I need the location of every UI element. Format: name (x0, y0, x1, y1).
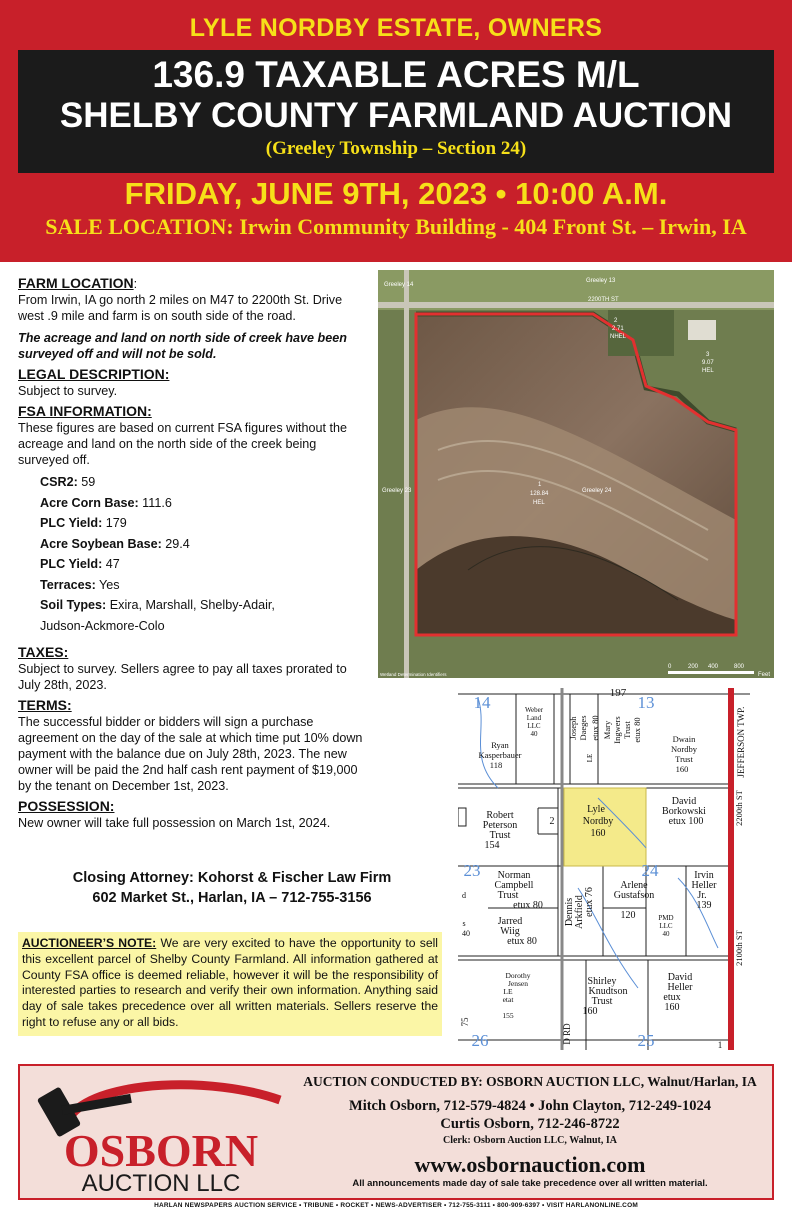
plat-label: 1 (717, 1040, 723, 1050)
plat-label: PMD (658, 914, 674, 922)
header-banner (0, 0, 792, 262)
plat-label: Arkfield (574, 895, 585, 929)
details-column: FARM LOCATION: From Irwin, IA go north 2 miles on M47 to 2200th St. Drive west .9 mile and farm is on south side of the road. The acreage and land on north side of creek have been surveyed off and will not be sold. LEGAL DESCRIPTION: Subject to survey. FSA INFORMATION: These figures are based on current FSA figures without the acreage and land on the north side of the creek being surveyed off. CSR2: 59 Acre Corn Base: 111.6 PLC Yield: 179 Acre Soybean Base: 29.4 PLC Yield: 47 Terraces: Yes Soil Types: Exira, Marshall, Shelby-Adair, Judson-Ackmore-Colo TAXES: Subject to survey. Sellers agree to pay all taxes prorated to July 28th, 2023. TERMS: The successful bidder or bidders will sign a purchase agreement on the day of the sale at which time put 10% down payment with the balance due on July 28th, 2023. The new owner will be paid the 2nd half cash rent payment of $19,000 by the tenant on December 1st, 2023. POSSESSION: New owner will take full possession on March 1st, 2024. (18, 275, 368, 831)
plat-label: d (462, 891, 466, 900)
township-line: (Greeley Township – Section 24) (265, 138, 527, 159)
plat-label: Campbell (494, 880, 534, 891)
logo-auction-llc: AUCTION LLC (81, 1170, 241, 1196)
fsa-item: Terraces: Yes (40, 577, 120, 592)
plat-label: 14 (473, 693, 491, 712)
plat-label: Jensen (508, 979, 528, 988)
contacts-line1: Mitch Osborn, 712-579-4824 • John Clayton, 712-249-1024 (349, 1098, 711, 1114)
fsa-title: FSA INFORMATION: (18, 403, 152, 419)
auctioneer-note-text: We are very excited to have the opportunity to sell this excellent parcel of Shelby County Farmland. All information gathered at County FSA office is deemed reliable, however it will be the responsibility of interested parties to research and verify their own information. Anything said day of sale takes precedence over all written materials. Sellers reserve the right to refuse any or all bids. (22, 936, 439, 1029)
plat-label: JEFFERSON TWP. (736, 706, 746, 778)
scale-bar (668, 671, 754, 674)
conducted-by: AUCTION CONDUCTED BY: OSBORN AUCTION LLC, Walnut/Harlan, IA (303, 1074, 757, 1089)
plat-label: 75 (460, 1017, 470, 1027)
aerial-label: 2 (614, 318, 618, 324)
plat-label: 40 (462, 929, 470, 938)
plat-label: Dennis (564, 897, 575, 927)
plat-label: Robert (486, 810, 514, 821)
plat-label: Land (526, 714, 542, 722)
taxes-text: Subject to survey. Sellers agree to pay all taxes prorated to July 28th, 2023. (18, 662, 347, 692)
title-auction: SHELBY COUNTY FARMLAND AUCTION (59, 96, 733, 135)
plat-label: LLC (527, 722, 541, 730)
plat-label: etux 76 (584, 887, 595, 917)
contacts-line2: Curtis Osborn, 712-246-8722 (440, 1116, 620, 1132)
logo-osborn: OSBORN (63, 1125, 259, 1176)
nordby-tract (564, 788, 646, 866)
plat-label: 160 (582, 1006, 598, 1017)
plat-label: Ryan (491, 740, 509, 750)
plat-label: 118 (489, 760, 503, 770)
plat-label: 160 (664, 1002, 680, 1013)
aerial-label: Greeley 13 (586, 278, 616, 284)
aerial-label: Greeley 14 (384, 282, 414, 288)
plat-label: etux 100 (668, 816, 704, 827)
aerial-label: Wetland Determination Identifiers (380, 672, 447, 677)
fsa-list (40, 472, 368, 636)
plat-label: Ingwers (612, 716, 622, 744)
plat-label: Trust (675, 754, 693, 764)
plat-label: Heller (691, 880, 717, 891)
fsa-item: PLC Yield: 47 (40, 557, 120, 571)
plat-label: 2 (549, 816, 555, 827)
title-box (18, 50, 774, 173)
aerial-label: HEL (702, 368, 714, 374)
plat-label: 120 (620, 910, 636, 921)
plat-label: 197 (609, 688, 627, 699)
plat-label: LLC (659, 922, 673, 930)
plat-label: 160 (590, 828, 606, 839)
plat-label: Norman (497, 870, 531, 881)
plat-label: Peterson (482, 820, 518, 831)
possession-text: New owner will take full possession on March 1st, 2024. (18, 816, 331, 830)
plat-label: David (671, 796, 697, 807)
auctioneer-note-label: AUCTIONEER’S NOTE: (22, 936, 157, 950)
terms-text: The successful bidder or bidders will sign a purchase agreement on the day of the sale at which time put 10% down payment with the balance due on July 28th, 2023. The new owner will be paid the 2nd half cash rent payment of $19,000 by the tenant on December 1st, 2023. (18, 715, 363, 793)
legal-text: Subject to survey. (18, 384, 118, 398)
plat-label: Nordby (671, 744, 697, 754)
fsa-item: PLC Yield: 179 (40, 516, 127, 530)
plat-label: Nordby (582, 816, 614, 827)
plat-label: LE (503, 987, 513, 996)
plat-label: D RD (562, 1023, 572, 1045)
terms-title: TERMS: (18, 697, 72, 713)
plat-label: etat (502, 995, 514, 1004)
aerial-label: Greeley 23 (382, 488, 412, 494)
plat-label: s (462, 919, 466, 928)
plat-label: Knudtson (588, 986, 628, 997)
legal-title: LEGAL DESCRIPTION: (18, 366, 170, 382)
plat-label: Jr. (697, 890, 707, 901)
aerial-label: Feet (758, 672, 771, 678)
aerial-label: Greeley 24 (582, 488, 612, 494)
newspaper-credit: HARLAN NEWSPAPERS AUCTION SERVICE • TRIBUNE • ROCKET • NEWS-ADVERTISER • 712-755-3111 • 800-909-6397 • VISIT HARLANONLINE.COM (154, 1202, 638, 1209)
osborn-logo (32, 1070, 290, 1196)
aerial-label: 400 (708, 664, 719, 670)
fsa-text: These figures are based on current FSA figures without the acreage and land on the north side of the creek being surveyed off. (18, 421, 348, 467)
plat-label: Kasperbauer (478, 750, 522, 760)
plat-label: Trust (489, 830, 511, 841)
plat-label: Wiig (500, 926, 520, 937)
plat-label: 13 (637, 693, 655, 712)
plat-label: 23 (463, 861, 481, 880)
plat-label: 24 (641, 861, 659, 880)
fsa-item: Acre Corn Base: 111.6 (40, 495, 172, 510)
plat-label: Trust (591, 996, 613, 1007)
plat-label: LE (586, 753, 594, 763)
plat-label: Lyle (587, 804, 605, 815)
auction-date: FRIDAY, JUNE 9TH, 2023 • 10:00 A.M. (124, 176, 668, 211)
closing-attorney (18, 868, 446, 908)
plat-label: Trust (497, 890, 519, 901)
auctioneer-footer (18, 1064, 774, 1200)
plat-label: Trust (622, 721, 632, 739)
plat-label: Heller (667, 982, 693, 993)
fsa-item: CSR2: 59 (40, 475, 96, 489)
aerial-label: HEL (533, 500, 545, 506)
farm-location-note: The acreage and land on north side of creek have been surveyed off and will not be sold. (18, 331, 347, 361)
plat-map (458, 688, 750, 1050)
aerial-label: 1 (538, 482, 542, 488)
owners-line: LYLE NORDBY ESTATE, OWNERS (189, 14, 603, 42)
farm-location-title: FARM LOCATION (18, 275, 134, 291)
plat-label: Arlene (620, 880, 648, 891)
aerial-label: 9.07 (702, 360, 714, 366)
plat-label: Borkowski (662, 806, 706, 817)
plat-label: 155 (502, 1011, 514, 1020)
aerial-label: 3 (706, 352, 710, 358)
plat-label: 160 (675, 764, 689, 774)
aerial-label: 2.71 (612, 326, 624, 332)
plat-label: David (667, 972, 693, 983)
plat-label: Shirley (587, 976, 617, 987)
plat-label: Dwain (672, 734, 696, 744)
aerial-label: 800 (734, 664, 745, 670)
plat-label: Jarred (497, 916, 523, 927)
plat-label: etux 80 (632, 717, 642, 743)
aerial-label: 0 (668, 664, 672, 670)
plat-label: etux 80 (590, 715, 600, 741)
taxes-title: TAXES: (18, 644, 69, 660)
auctioneer-note (18, 932, 442, 1036)
fsa-item: Acre Soybean Base: 29.4 (40, 536, 190, 551)
closing-line2: 602 Market St., Harlan, IA – 712-755-3156 (92, 890, 372, 906)
plat-label: 40 (662, 930, 670, 938)
sale-location: SALE LOCATION: Irwin Community Building - 404 Front St. – Irwin, IA (45, 214, 747, 239)
plat-label: etux 80 (513, 900, 543, 911)
aerial-label: NHEL (610, 334, 627, 340)
fsa-item: Judson-Ackmore-Colo (40, 618, 165, 633)
plat-label: 139 (696, 900, 712, 911)
plat-label: 25 (637, 1031, 655, 1050)
plat-label: 40 (530, 730, 538, 738)
clerk-line: Clerk: Osborn Auction LLC, Walnut, IA (442, 1135, 617, 1146)
plat-label: Gustafson (613, 890, 655, 901)
plat-label: 2200th ST (734, 790, 744, 826)
footer-disclaimer: All announcements made day of sale take precedence over all written material. (352, 1178, 708, 1189)
plat-label: 2100th ST (734, 930, 744, 966)
plat-label: Mary (602, 720, 612, 740)
plat-label: Irvin (694, 870, 714, 881)
closing-line1: Closing Attorney: Kohorst & Fischer Law Firm (72, 870, 392, 886)
plat-label: Joseph (568, 716, 578, 740)
farm-location-text: From Irwin, IA go north 2 miles on M47 to 2200th St. Drive west .9 mile and farm is on south side of the road. (18, 293, 343, 323)
website-link[interactable]: www.osbornauction.com (414, 1152, 646, 1177)
title-acres: 136.9 TAXABLE ACRES M/L (152, 54, 640, 95)
aerial-label: 2200TH ST (588, 297, 619, 303)
plat-label: Weber (524, 706, 544, 714)
plat-label: etux 80 (507, 936, 537, 947)
aerial-label: 200 (688, 664, 699, 670)
fsa-item: Soil Types: Exira, Marshall, Shelby-Adair, (40, 598, 275, 612)
possession-title: POSSESSION: (18, 798, 115, 814)
plat-label: 26 (471, 1031, 489, 1050)
aerial-map (378, 270, 774, 678)
aerial-label: 128.84 (530, 491, 549, 497)
plat-label: 154 (484, 840, 500, 851)
county-line (728, 688, 734, 1050)
plat-label: Daeges (578, 715, 588, 741)
plat-label: etux (663, 992, 681, 1003)
plat-label: Dorothy (505, 971, 531, 980)
